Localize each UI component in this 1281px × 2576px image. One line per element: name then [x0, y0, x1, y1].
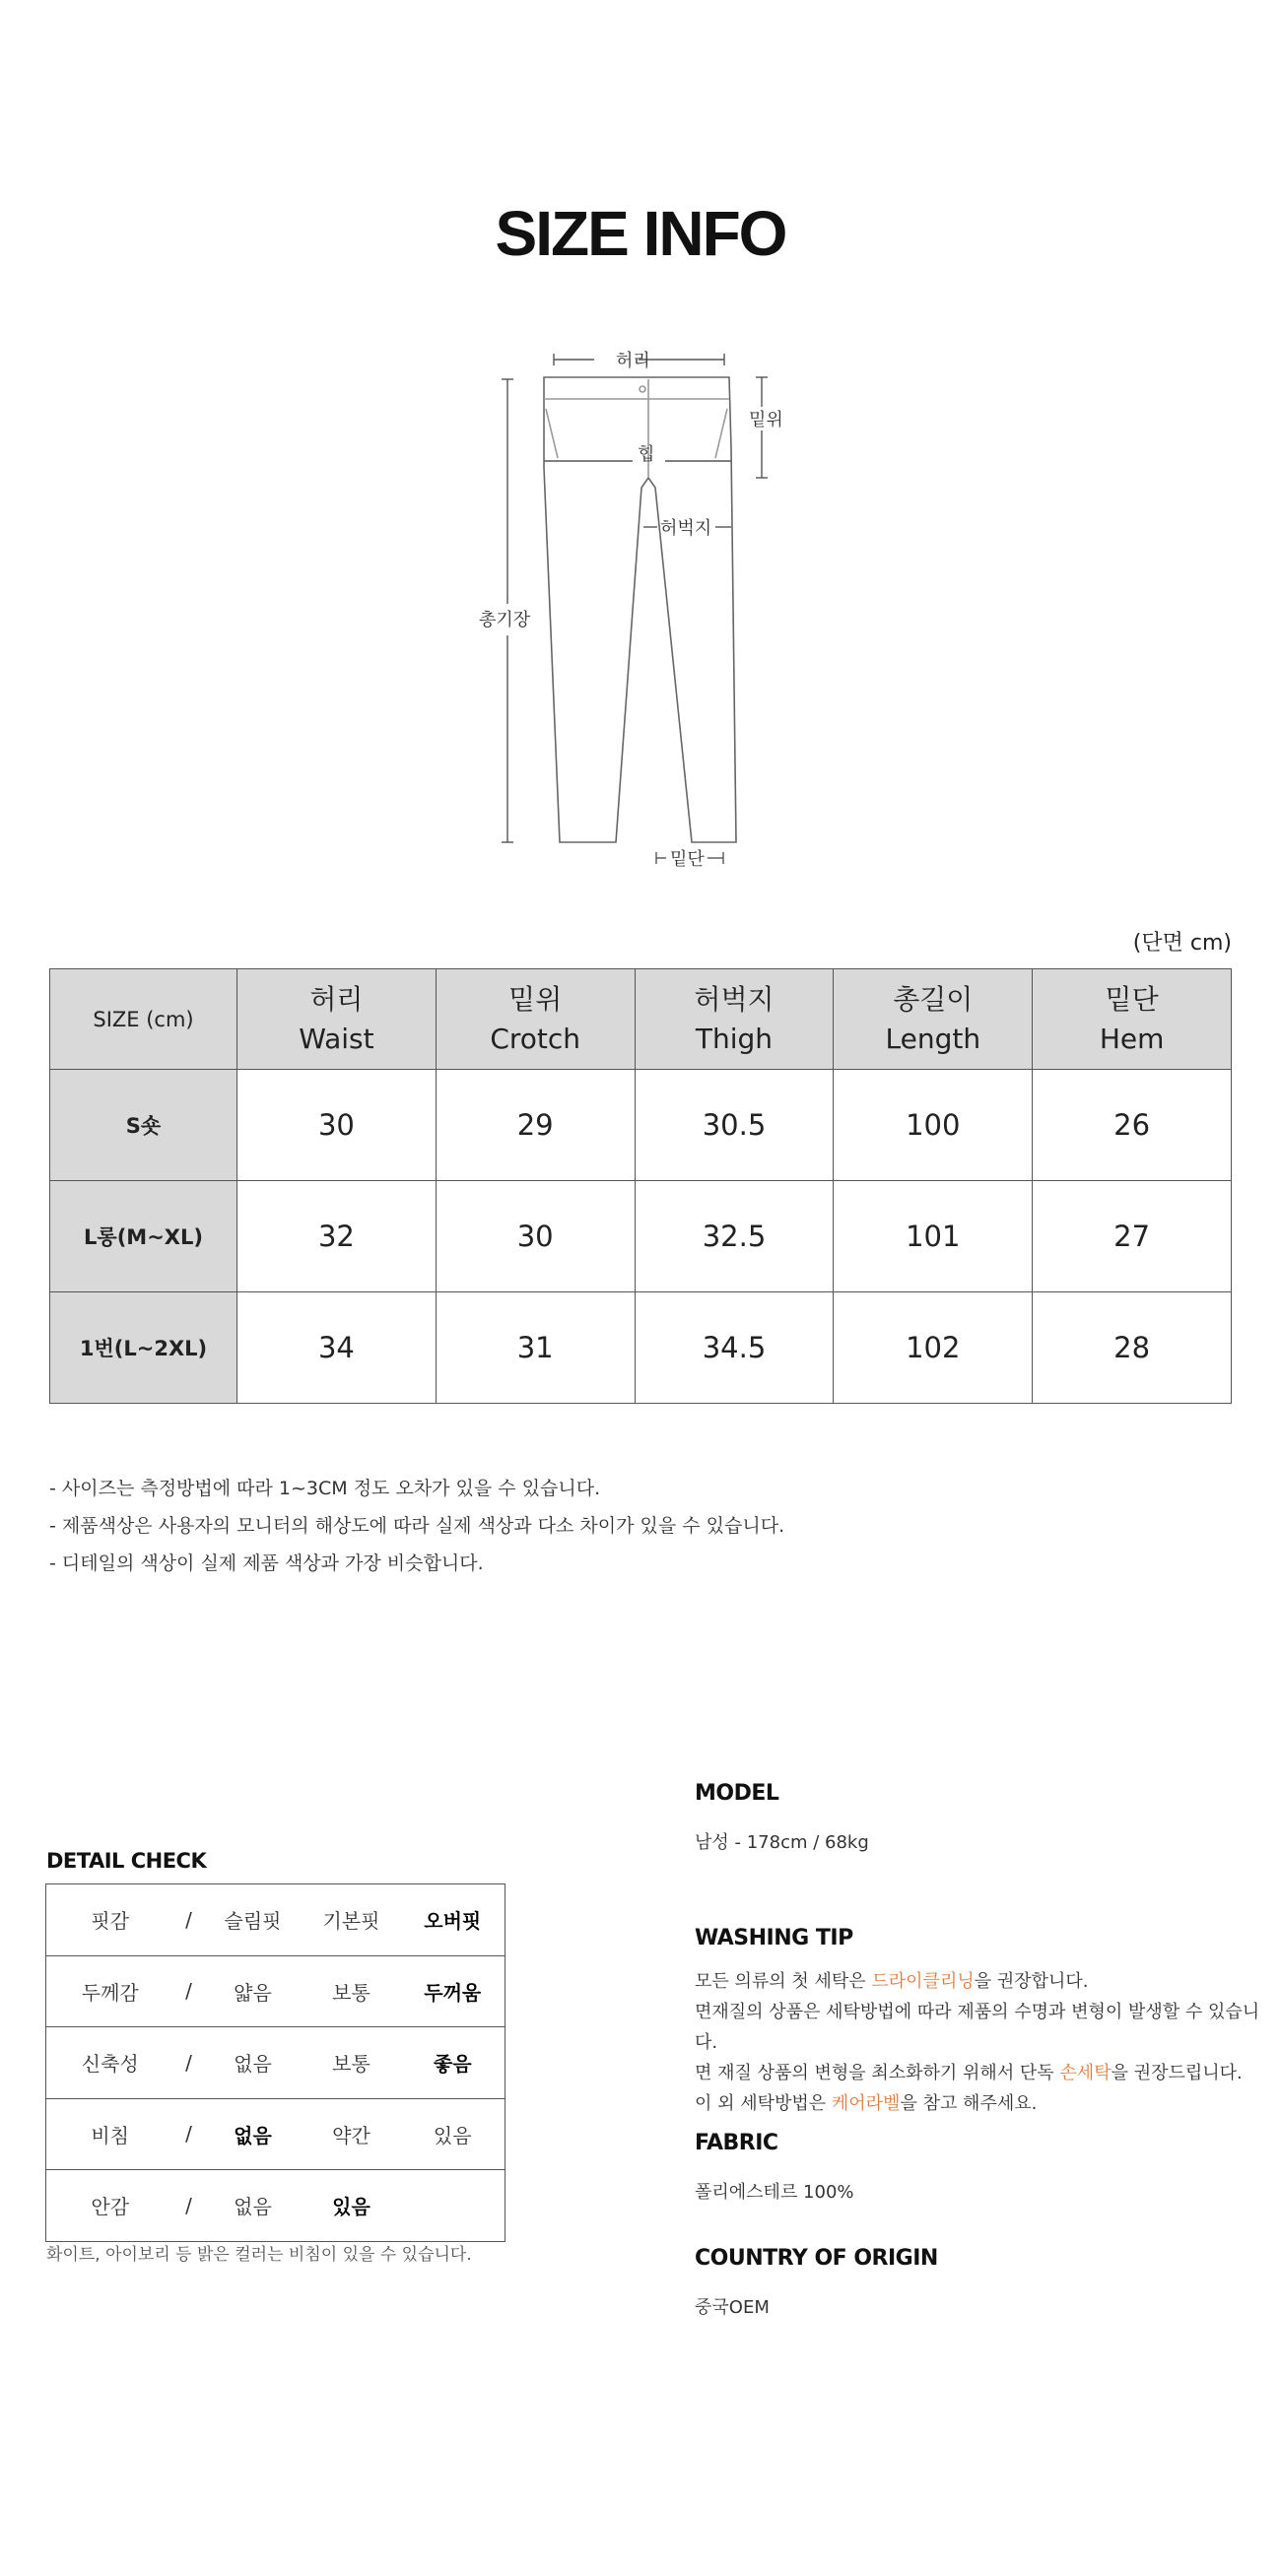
- detail-row-label: 신축성: [46, 2027, 174, 2099]
- table-row: [50, 1181, 1232, 1292]
- detail-row-label: 안감: [46, 2170, 174, 2242]
- table-cell: 30: [436, 1181, 635, 1292]
- origin-text: 중국OEM: [695, 2297, 770, 2318]
- detail-option: 있음: [303, 2170, 401, 2242]
- detail-option: 두꺼움: [401, 1955, 506, 2027]
- table-cell: 102: [834, 1292, 1033, 1404]
- detail-row: [46, 1955, 506, 2027]
- detail-option: [401, 2170, 506, 2242]
- waist-label: 허리: [616, 351, 650, 371]
- origin-section: [695, 2246, 938, 2323]
- detail-option: 있음: [401, 2098, 506, 2170]
- header-hem: 밑단 Hem: [1033, 969, 1232, 1070]
- highlight-dry-cleaning: 드라이클리닝: [871, 1971, 975, 1992]
- table-cell: 31: [436, 1292, 635, 1404]
- washing-line-1: 모든 의류의 첫 세탁은 드라이클리닝을 권장합니다.: [695, 1971, 1089, 1992]
- table-cell: 32.5: [635, 1181, 834, 1292]
- fabric-section: [695, 2131, 854, 2208]
- detail-option: 슬림핏: [204, 1884, 303, 1956]
- row-size-label: S숏: [50, 1070, 237, 1181]
- table-cell: 28: [1033, 1292, 1232, 1404]
- detail-option: 약간: [303, 2098, 401, 2170]
- table-cell: 34: [237, 1292, 437, 1404]
- size-table-header-row: [50, 969, 1232, 1070]
- hem-label: 밑단: [670, 849, 705, 870]
- header-length: 총길이 Length: [834, 969, 1033, 1070]
- note-item: - 제품색상은 사용자의 모니터의 해상도에 따라 실제 색상과 다소 차이가 있을 수 있습니다.: [49, 1515, 785, 1537]
- header-thigh: 허벅지 Thigh: [635, 969, 834, 1070]
- model-text: 남성 - 178cm / 68kg: [695, 1832, 869, 1853]
- detail-row-separator: /: [174, 2170, 204, 2242]
- detail-row: [46, 2170, 506, 2242]
- highlight-care-label: 케어라벨: [831, 2093, 901, 2114]
- detail-check-table: [45, 1883, 506, 2242]
- origin-title: COUNTRY OF ORIGIN: [695, 2246, 938, 2271]
- size-notes: [49, 1470, 784, 1582]
- table-row: [50, 1070, 1232, 1181]
- washing-line-3: 면 재질 상품의 변형을 최소화하기 위해서 단독 손세탁을 권장드립니다.: [695, 2063, 1243, 2083]
- row-size-label: L롱(M~XL): [50, 1181, 237, 1292]
- fabric-text: 폴리에스테르 100%: [695, 2182, 854, 2203]
- detail-option: 없음: [204, 2170, 303, 2242]
- table-cell: 34.5: [635, 1292, 834, 1404]
- detail-option: 보통: [303, 1955, 401, 2027]
- header-waist: 허리 Waist: [237, 969, 437, 1070]
- thigh-label: 허벅지: [660, 518, 712, 539]
- size-table-corner: SIZE (cm): [50, 969, 237, 1070]
- table-cell: 26: [1033, 1070, 1232, 1181]
- crotch-label: 밑위: [749, 410, 783, 430]
- washing-line-4: 이 외 세탁방법은 케어라벨을 참고 해주세요.: [695, 2093, 1038, 2114]
- table-cell: 101: [834, 1181, 1033, 1292]
- model-section: [695, 1781, 869, 1858]
- washing-tip-section: [695, 1926, 1281, 2119]
- washing-tip-title: WASHING TIP: [695, 1926, 853, 1950]
- detail-option: 보통: [303, 2027, 401, 2099]
- detail-option: 기본핏: [303, 1884, 401, 1956]
- highlight-hand-wash: 손세탁: [1059, 2063, 1112, 2083]
- row-size-label: 1번(L~2XL): [50, 1292, 237, 1404]
- detail-row-label: 핏감: [46, 1884, 174, 1956]
- detail-row-separator: /: [174, 1884, 204, 1956]
- detail-check-footnote: 화이트, 아이보리 등 밝은 컬러는 비침이 있을 수 있습니다.: [46, 2245, 472, 2265]
- detail-row: [46, 2098, 506, 2170]
- table-cell: 32: [237, 1181, 437, 1292]
- washing-line-2: 면재질의 상품은 세탁방법에 따라 제품의 수명과 변형이 발생할 수 있습니다.: [695, 2002, 1260, 2053]
- pants-measurement-diagram: [463, 350, 788, 882]
- table-cell: 100: [834, 1070, 1033, 1181]
- detail-option: 없음: [204, 2098, 303, 2170]
- table-cell: 27: [1033, 1181, 1232, 1292]
- detail-option: 좋음: [401, 2027, 506, 2099]
- table-cell: 30: [237, 1070, 437, 1181]
- detail-row: [46, 2027, 506, 2099]
- table-row: [50, 1292, 1232, 1404]
- fabric-title: FABRIC: [695, 2131, 778, 2155]
- model-title: MODEL: [695, 1781, 779, 1806]
- detail-option: 오버핏: [401, 1884, 506, 1956]
- detail-row-separator: /: [174, 1955, 204, 2027]
- note-item: - 디테일의 색상이 실제 제품 색상과 가장 비슷합니다.: [49, 1552, 484, 1574]
- page-title: SIZE INFO: [495, 198, 786, 269]
- size-table: [49, 968, 1232, 1404]
- detail-row: [46, 1884, 506, 1956]
- detail-check-title: DETAIL CHECK: [46, 1849, 207, 1873]
- length-label: 총기장: [479, 610, 531, 630]
- note-item: - 사이즈는 측정방법에 따라 1~3CM 정도 오차가 있을 수 있습니다.: [49, 1478, 601, 1499]
- detail-option: 얇음: [204, 1955, 303, 2027]
- table-cell: 30.5: [635, 1070, 834, 1181]
- table-cell: 29: [436, 1070, 635, 1181]
- detail-row-separator: /: [174, 2098, 204, 2170]
- pants-diagram-svg: [463, 350, 788, 882]
- detail-row-separator: /: [174, 2027, 204, 2099]
- hip-label: 힙: [638, 444, 655, 465]
- detail-option: 없음: [204, 2027, 303, 2099]
- header-crotch: 밑위 Crotch: [436, 969, 635, 1070]
- detail-row-label: 비침: [46, 2098, 174, 2170]
- unit-note: (단면 cm): [1132, 931, 1232, 956]
- detail-row-label: 두께감: [46, 1955, 174, 2027]
